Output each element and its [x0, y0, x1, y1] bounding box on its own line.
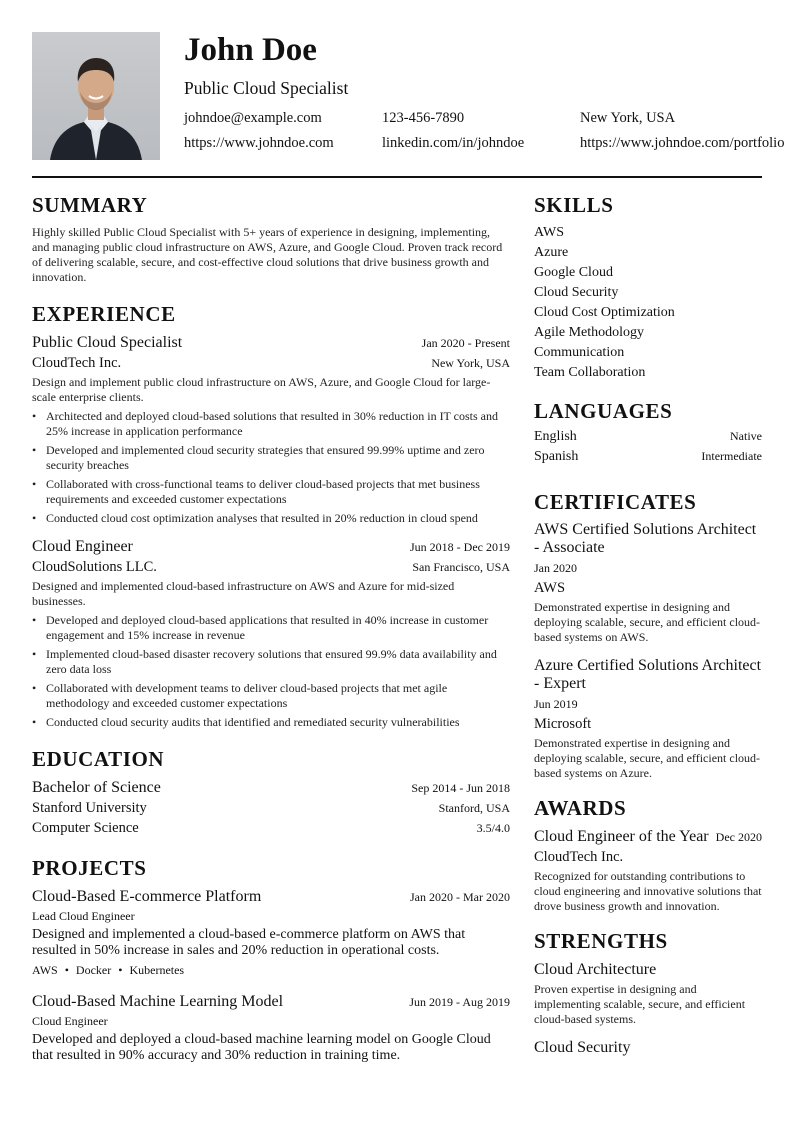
project-entry [32, 887, 510, 978]
job-location: New York, USA [431, 356, 510, 370]
contact-website[interactable]: https://www.johndoe.com [184, 135, 334, 151]
certificate-date: Jan 2020 [534, 561, 577, 575]
job-bullet: • Architected and deployed cloud-based solutions that resulted in 30% reduction in IT costs and 25% increase in application performance [32, 409, 510, 439]
job-dates: Jan 2020 - Present [421, 336, 510, 350]
summary-heading: SUMMARY [32, 193, 148, 217]
header-divider [32, 176, 762, 178]
job-bullet: • Developed and implemented cloud security strategies that ensured 99.99% uptime and zero security breaches [32, 443, 510, 473]
right-column [534, 192, 762, 1057]
projects-section [32, 855, 510, 1064]
certificate-issuer: Microsoft [534, 716, 592, 732]
language-level: Intermediate [701, 449, 762, 463]
skill-item: Agile Methodology [534, 325, 645, 340]
skill-item: Azure [534, 245, 569, 260]
job-entry [32, 537, 510, 730]
project-name: Cloud-Based E-commerce Platform [32, 888, 262, 905]
job-bullet: • Conducted cloud security audits that identified and remediated security vulnerabilities [32, 715, 510, 730]
job-bullet: • Collaborated with cross-functional teams to deliver cloud-based projects that met business requirements and exceeded customer expectations [32, 477, 510, 507]
contact-location: New York, USA [580, 110, 676, 126]
strength-name: Cloud Security [534, 1039, 631, 1056]
project-role: Cloud Engineer [32, 1014, 108, 1028]
tech-tag: Docker [75, 963, 112, 977]
certificates-heading: CERTIFICATES [534, 490, 697, 514]
awards-section [534, 795, 762, 914]
education-dates: Sep 2014 - Jun 2018 [411, 781, 510, 795]
project-description: Designed and implemented a cloud-based e-commerce platform on AWS that resulted in 50% increase in sales and 20% reduction in operational costs. [32, 927, 466, 958]
skill-item: Communication [534, 345, 625, 360]
education-section [32, 746, 510, 837]
job-description: Design and implement public cloud infrastructure on AWS, Azure, and Google Cloud for large-scale enterprise clients. [32, 375, 491, 404]
experience-heading: EXPERIENCE [32, 302, 176, 326]
language-level: Native [730, 429, 762, 443]
tech-tag: Kubernetes [129, 963, 185, 977]
certificates-section [534, 489, 762, 781]
job-bullet: • Implemented cloud-based disaster recovery solutions that ensured 99.9% data availability and zero data loss [32, 647, 510, 677]
summary-section [32, 192, 510, 285]
strengths-section [534, 928, 762, 1057]
education-degree: Bachelor of Science [32, 779, 161, 796]
language-name: Spanish [534, 449, 579, 464]
job-description: Designed and implemented cloud-based infrastructure on AWS and Azure for mid-sized businesses. [32, 579, 455, 608]
contact-portfolio[interactable]: https://www.johndoe.com/portfolio [580, 135, 785, 151]
skill-item: AWS [534, 225, 564, 240]
language-name: English [534, 429, 577, 444]
certificate-issuer: AWS [534, 580, 566, 596]
award-org: CloudTech Inc. [534, 849, 624, 865]
skills-list [534, 223, 762, 383]
certificate-name: Azure Certified Solutions Architect - Expert [534, 657, 762, 692]
project-dates: Jun 2019 - Aug 2019 [409, 995, 510, 1009]
skill-item: Team Collaboration [534, 365, 646, 380]
tech-tag: AWS [32, 963, 58, 977]
languages-section [534, 398, 762, 469]
certificate-description: Demonstrated expertise in designing and deploying scalable, secure, and efficient cloud-based systems on AWS. [534, 600, 761, 644]
job-company: CloudSolutions LLC. [32, 559, 157, 575]
language-row [534, 449, 762, 469]
skills-section [534, 192, 762, 383]
project-name: Cloud-Based Machine Learning Model [32, 993, 284, 1010]
language-row [534, 429, 762, 449]
job-bullets [32, 613, 510, 730]
awards-heading: AWARDS [534, 796, 627, 820]
job-location: San Francisco, USA [412, 560, 510, 574]
skill-item: Google Cloud [534, 265, 613, 280]
education-field: Computer Science [32, 820, 139, 836]
summary-text: Highly skilled Public Cloud Specialist with 5+ years of experience in designing, implementing, and managing public cloud infrastructure on AWS, Azure, and Google Cloud. Proven track record of delivering scalable, secure, and cost-effective cloud solutions that drive business growth and innovation. [32, 225, 503, 284]
award-name: Cloud Engineer of the Year [534, 828, 709, 845]
project-entry [32, 992, 510, 1064]
tech-separator: • [118, 963, 123, 977]
job-company: CloudTech Inc. [32, 355, 122, 371]
award-description: Recognized for outstanding contributions to cloud engineering and innovative solutions that drove business growth and innovation. [534, 869, 762, 913]
certificate-description: Demonstrated expertise in designing and deploying scalable, secure, and efficient cloud-based systems on Azure. [534, 736, 761, 780]
job-role: Public Cloud Specialist [32, 334, 183, 351]
job-bullet: • Collaborated with development teams to deliver cloud-based projects that met agile methodology and exceeded customer expectations [32, 681, 510, 711]
projects-heading: PROJECTS [32, 856, 147, 880]
education-gpa: 3.5/4.0 [476, 821, 510, 835]
languages-heading: LANGUAGES [534, 399, 673, 423]
certificate-name: AWS Certified Solutions Architect - Associate [534, 521, 757, 556]
job-bullet: • Developed and deployed cloud-based applications that resulted in 40% increase in customer engagement and 15% increase in revenue [32, 613, 510, 643]
strength-name: Cloud Architecture [534, 961, 657, 978]
job-role: Cloud Engineer [32, 538, 133, 555]
languages-list [534, 429, 762, 469]
education-heading: EDUCATION [32, 747, 165, 771]
left-column [32, 192, 510, 1064]
skills-heading: SKILLS [534, 193, 614, 217]
education-location: Stanford, USA [438, 801, 510, 815]
contact-email[interactable]: johndoe@example.com [184, 110, 322, 126]
job-entry [32, 333, 510, 526]
job-dates: Jun 2018 - Dec 2019 [410, 540, 510, 554]
strength-entry [534, 1038, 762, 1057]
strength-description: Proven expertise in designing and implementing scalable, secure, and efficient cloud-based systems. [534, 982, 746, 1026]
strength-entry [534, 960, 762, 1027]
experience-section [32, 301, 510, 730]
certificate-entry [534, 657, 762, 781]
tech-separator: • [64, 963, 69, 977]
profile-photo [32, 32, 160, 160]
project-tech-list [32, 963, 510, 978]
skill-item: Cloud Security [534, 285, 619, 300]
project-description: Developed and deployed a cloud-based machine learning model on Google Cloud that resulted in 90% accuracy and 30% reduction in training time. [32, 1032, 491, 1063]
project-role: Lead Cloud Engineer [32, 909, 135, 923]
award-date: Dec 2020 [715, 830, 762, 844]
education-school: Stanford University [32, 800, 147, 816]
skill-item: Cloud Cost Optimization [534, 305, 675, 320]
certificate-entry [534, 521, 762, 645]
contact-phone[interactable]: 123-456-7890 [382, 110, 465, 126]
project-dates: Jan 2020 - Mar 2020 [410, 890, 510, 904]
strengths-heading: STRENGTHS [534, 929, 668, 953]
candidate-title: Public Cloud Specialist [184, 78, 349, 98]
job-bullet: • Conducted cloud cost optimization analyses that resulted in 20% reduction in cloud spend [32, 511, 510, 526]
job-bullets [32, 409, 510, 526]
candidate-name: John Doe [184, 32, 317, 68]
person-photo-icon [32, 32, 160, 160]
contact-linkedin[interactable]: linkedin.com/in/johndoe [382, 135, 525, 151]
certificate-date: Jun 2019 [534, 697, 578, 711]
